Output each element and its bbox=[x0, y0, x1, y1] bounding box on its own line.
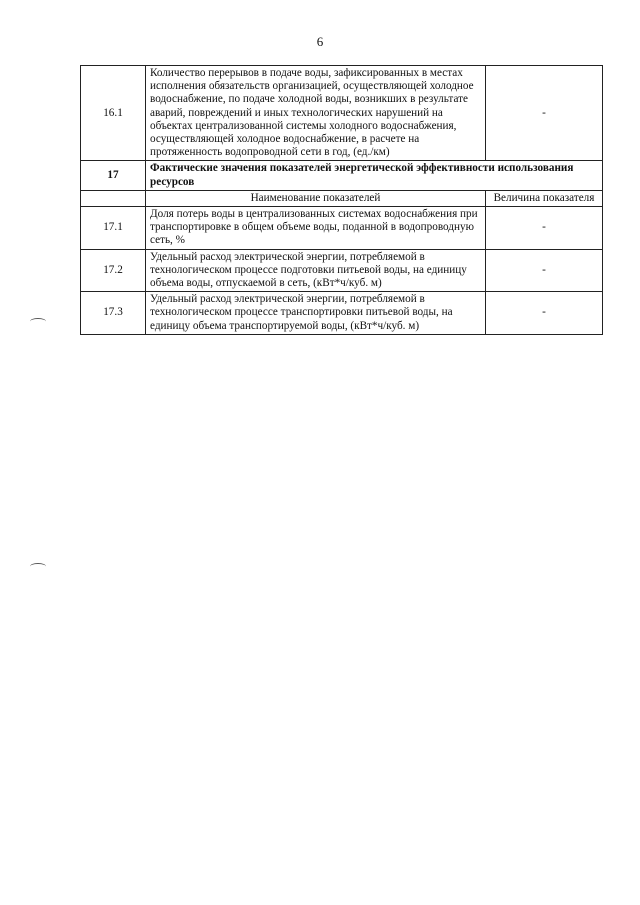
table-row bbox=[81, 66, 603, 161]
scan-punch-mark bbox=[30, 563, 46, 570]
indicator-value: - bbox=[486, 207, 603, 250]
row-number: 17.3 bbox=[81, 292, 146, 335]
section-title: Фактические значения показателей энергетической эффективности использования ресурсов bbox=[146, 161, 603, 190]
indicator-value: - bbox=[486, 292, 603, 335]
indicator-name: Удельный расход электрической энергии, потребляемой в технологическом процессе подготовки питьевой воды, на единицу объема воды, отпускаемой в сеть, (кВт*ч/куб. м) bbox=[146, 249, 486, 292]
section-number: 17 bbox=[81, 161, 146, 190]
header-number-cell bbox=[81, 190, 146, 206]
header-name: Наименование показателей bbox=[146, 190, 486, 206]
indicator-value: - bbox=[486, 66, 603, 161]
indicator-name: Доля потерь воды в централизованных системах водоснабжения при транспортировке в общем объеме воды, поданной в водопроводную сеть, % bbox=[146, 207, 486, 250]
page-number: 6 bbox=[316, 34, 324, 49]
section-heading-row bbox=[81, 161, 603, 190]
table-row bbox=[81, 207, 603, 250]
row-number: 17.1 bbox=[81, 207, 146, 250]
indicators-table bbox=[80, 65, 603, 335]
column-header-row bbox=[81, 190, 603, 206]
indicator-name: Удельный расход электрической энергии, потребляемой в технологическом процессе транспортировки питьевой воды, на единицу объема транспортируемой воды, (кВт*ч/куб. м) bbox=[146, 292, 486, 335]
scan-punch-mark bbox=[30, 318, 46, 325]
table-row bbox=[81, 292, 603, 335]
indicator-value: - bbox=[486, 249, 603, 292]
row-number: 17.2 bbox=[81, 249, 146, 292]
header-value: Величина показателя bbox=[486, 190, 603, 206]
indicator-name: Количество перерывов в подаче воды, зафиксированных в местах исполнения обязательств организацией, осуществляющей холодное водоснабжение, по подаче холодной воды, возникших в результате аварий, повреждений и иных технологических нарушений на объектах централизованной системы холодного водоснабжения, осуществляющей холодное водоснабжение, в расчете на протяженность водопроводной сети в год, (ед./км) bbox=[146, 66, 486, 161]
row-number: 16.1 bbox=[81, 66, 146, 161]
table-row bbox=[81, 249, 603, 292]
